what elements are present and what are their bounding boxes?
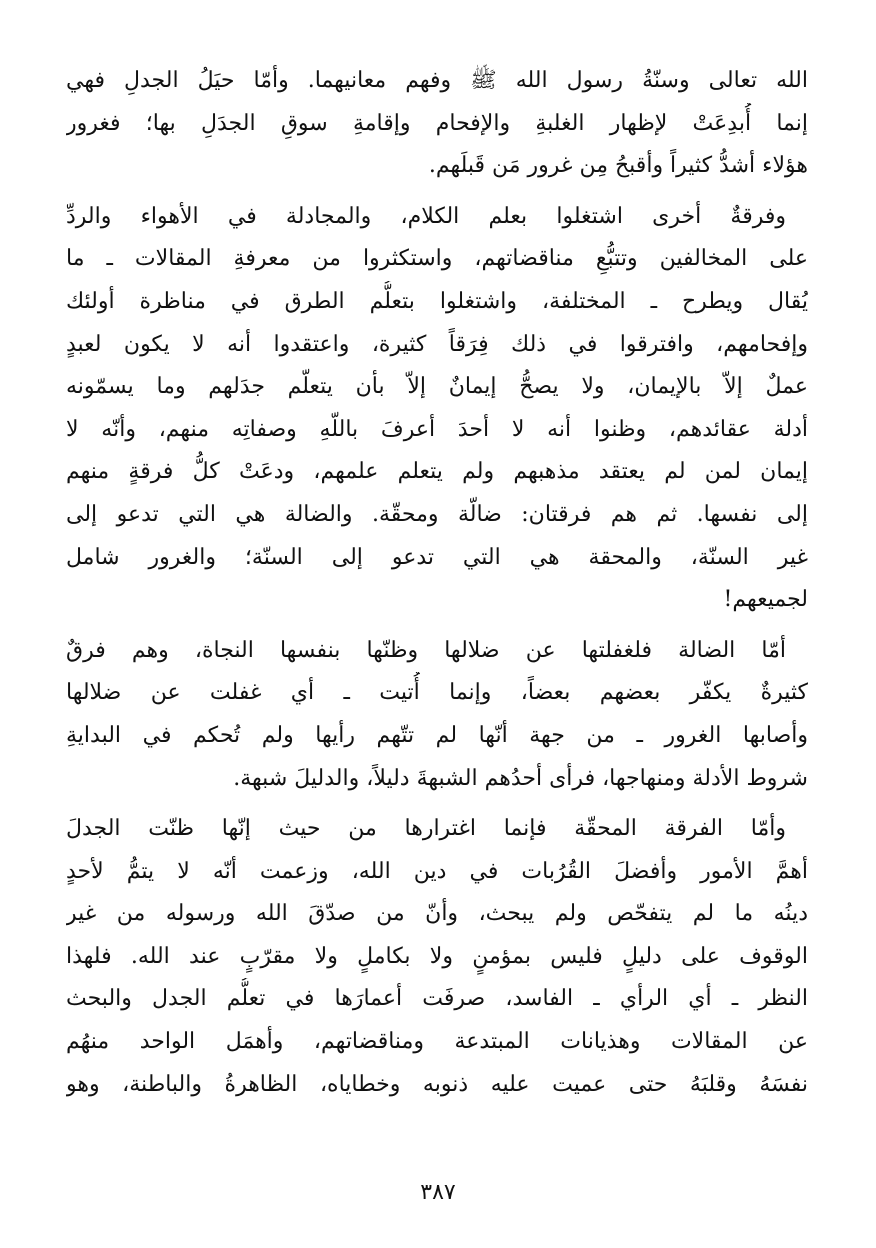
text-line: عملٌ إلاّ بالإيمان، ولا يصحُّ إيمانٌ إلاّ بأن يتعلّم جدَلهم وما يسمّونه	[66, 374, 808, 400]
text-line: إلى نفسها. ثم هم فرقتان: ضالّة ومحقّة. والضالة هي التي تدعو إلى	[66, 501, 808, 527]
body-text	[66, 60, 808, 1106]
text-line: أمّا الضالة فلغفلتها عن ضلالها وظنّها بنفسها النجاة، وهم فرقٌ	[66, 637, 786, 663]
text-line: شروط الأدلة ومنهاجها، فرأى أحدُهم الشبهةَ دليلاً، والدليلَ شبهة.	[233, 765, 808, 791]
paragraph-2	[66, 196, 808, 622]
text-line: إنما أُبدِعَتْ لإظهار الغلبةِ والإفحام وإقامةِ سوقِ الجدَلِ بها؛ فغرور	[66, 110, 808, 136]
paragraph-4	[66, 808, 808, 1106]
page-number: ٣٨٧	[420, 1180, 456, 1205]
text-line: دينُه ما لم يتفحّص ولم يبحث، وأنّ من صدّقَ الله ورسوله من غير	[66, 901, 808, 927]
text-line: النظر ـ أي الرأي ـ الفاسد، صرفَت أعمارَها في تعلُّم الجدل والبحث	[66, 986, 808, 1012]
text-line: وفرقةٌ أخرى اشتغلوا بعلم الكلام، والمجادلة في الأهواء والردِّ	[66, 203, 786, 229]
text-line: وأصابها الغرور ـ من جهة أنّها لم تتّهم رأيها ولم تُحكم في البدايةِ	[66, 722, 808, 748]
text-line: لجميعهم!	[723, 587, 808, 613]
text-line: الوقوف على دليلٍ فليس بمؤمنٍ ولا بكاملٍ ولا مقرّبٍ عند الله. فلهذا	[66, 943, 808, 969]
text-line: على المخالفين وتتبُّعِ مناقضاتهم، واستكثروا من معرفةِ المقالات ـ ما	[66, 246, 808, 272]
text-line: غير السنّة، والمحقة هي التي تدعو إلى السنّة؛ والغرور شامل	[66, 544, 808, 570]
text-line: هؤلاء أشدُّ كثيراً وأقبحُ مِن غرور مَن قَبلَهم.	[428, 153, 808, 179]
text-line: كثيرةٌ يكفّر بعضهم بعضاً، وإنما أُتيت ـ أي غفلت عن ضلالها	[66, 680, 808, 706]
text-line: نفسَهُ وقلبَهُ حتى عميت عليه ذنوبه وخطاياه، الظاهرةُ والباطنة، وهو	[66, 1071, 808, 1097]
text-line: وإفحامهم، وافترقوا في ذلك فِرَقاً كثيرة، واعتقدوا أنه لا يكون لعبدٍ	[66, 331, 808, 357]
text-line: يُقال ويطرح ـ المختلفة، واشتغلوا بتعلُّم الطرق في مناظرة أولئك	[66, 288, 808, 314]
text-line: أدلة عقائدهم، وظنوا أنه لا أحدَ أعرفَ باللّهِ وصفاتِه منهم، وأنّه لا	[66, 416, 808, 442]
paragraph-3	[66, 630, 808, 800]
text-line: أهمَّ الأمور وأفضلَ القُرُبات في دين الله، وزعمت أنّه لا يتمُّ لأحدٍ	[66, 858, 808, 884]
text-line: وأمّا الفرقة المحقّة فإنما اغترارها من حيث إنّها ظنّت الجدلَ	[66, 816, 786, 842]
paragraph-1	[66, 60, 808, 188]
text-line: إيمان لمن لم يعتقد مذهبهم ولم يتعلم علمهم، ودعَتْ كلُّ فرقةٍ منهم	[66, 459, 808, 485]
text-line: الله تعالى وسنّةُ رسول الله ﷺ وفهم معانيهما. وأمّا حيَلُ الجدلِ فهي	[66, 68, 808, 93]
text-line: عن المقالات وهذيانات المبتدعة ومناقضاتهم، وأهمَل الواحد منهُم	[66, 1029, 808, 1055]
